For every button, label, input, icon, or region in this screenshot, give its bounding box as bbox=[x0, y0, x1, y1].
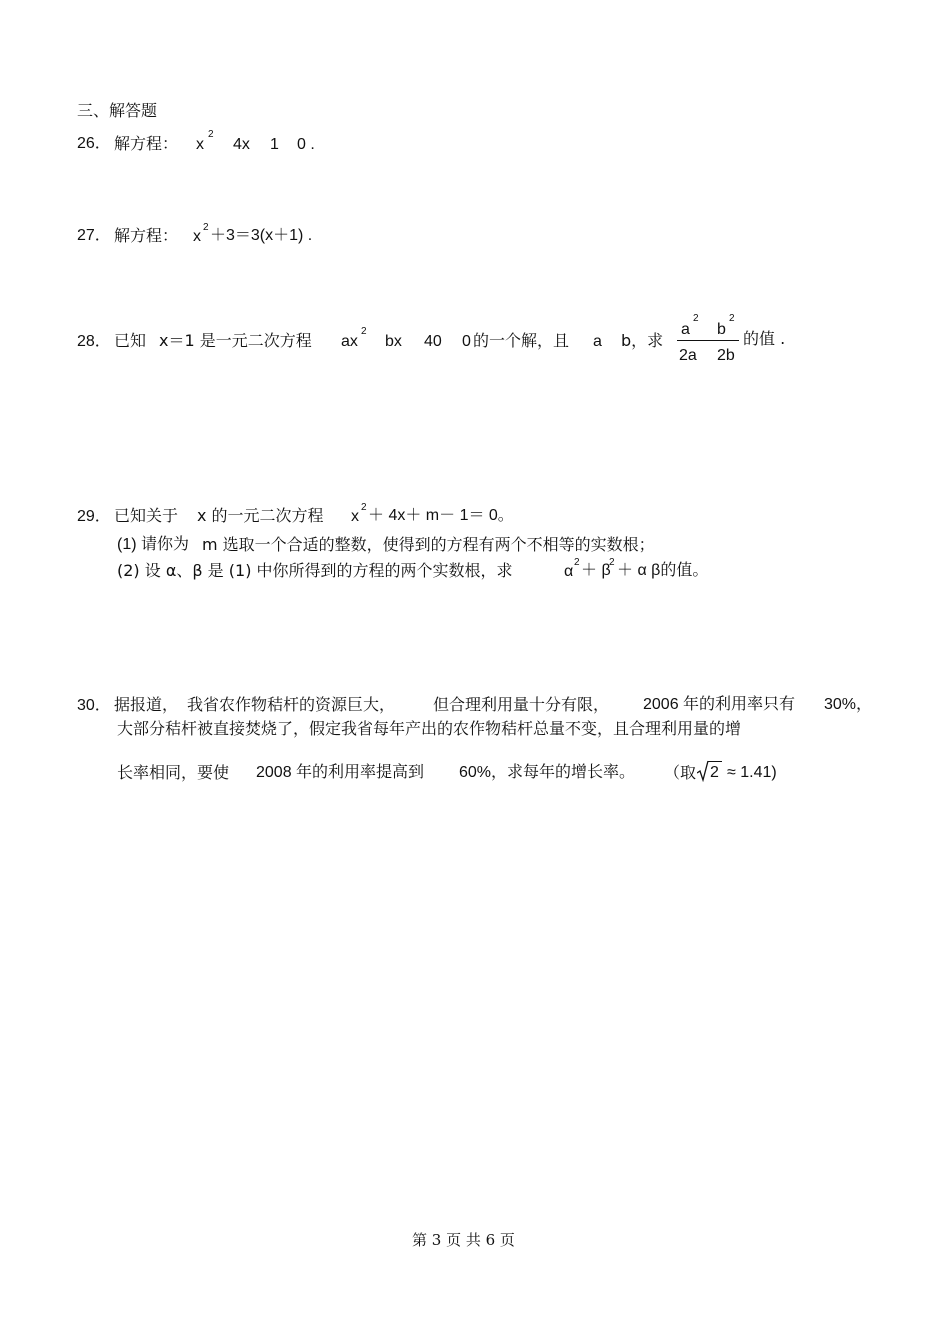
question-text: b，求 bbox=[621, 331, 664, 350]
question-text: 的一个解，且 bbox=[473, 331, 570, 350]
alpha-symbol: α bbox=[564, 563, 574, 580]
question-text-line-2: 大部分秸杆被直接焚烧了，假定我省每年产出的农作物秸杆总量不变，且合理利用量的增 bbox=[117, 719, 742, 738]
equation-term: 4x bbox=[233, 136, 250, 153]
question-text: 但合理利用量十分有限， bbox=[433, 695, 610, 714]
equation-variable: x bbox=[193, 228, 201, 245]
question-text: 2006 年的利用率只有 bbox=[643, 696, 796, 713]
question-text: 已知关于 bbox=[114, 506, 179, 525]
question-number: 29． bbox=[77, 508, 111, 525]
exponent: 2 bbox=[693, 313, 699, 324]
fraction-denominator-a: 2a bbox=[679, 347, 697, 364]
sqrt-overline bbox=[708, 761, 722, 762]
equation-rest: ＋3＝3(x＋1) . bbox=[210, 227, 313, 244]
equation-term: bx bbox=[385, 333, 402, 350]
equation-variable: x bbox=[196, 136, 204, 153]
hint-paren-open: （取 bbox=[664, 763, 697, 782]
question-text: 的值 . bbox=[743, 329, 786, 348]
question-text: ＋ α β的值。 bbox=[617, 562, 709, 579]
exponent: 2 bbox=[208, 129, 214, 140]
exponent: 2 bbox=[609, 557, 615, 568]
section-title: 三、解答题 bbox=[77, 101, 158, 120]
equation-term: 40 bbox=[424, 333, 442, 350]
equation-term: 1 bbox=[270, 136, 279, 153]
question-text: 长率相同，要使 bbox=[117, 763, 230, 782]
question-text: x＝1 是一元二次方程 bbox=[159, 331, 312, 350]
plus-beta: ＋ β bbox=[581, 562, 611, 579]
fraction-denominator-b: 2b bbox=[717, 347, 735, 364]
sqrt-radicand: 2 bbox=[710, 764, 719, 781]
question-number: 28． bbox=[77, 333, 111, 350]
fraction-numerator-a: a bbox=[681, 321, 690, 338]
hint-approx: ≈ 1.41) bbox=[727, 764, 777, 781]
question-number: 26． bbox=[77, 135, 111, 152]
variable-a: a bbox=[593, 333, 602, 350]
question-text: x 的一元二次方程 bbox=[197, 506, 324, 525]
page-footer: 第 3 页 共 6 页 bbox=[412, 1231, 515, 1249]
exponent: 2 bbox=[574, 557, 580, 568]
sub-question-2-text: (2) 设 α、β 是 (1) 中你所得到的方程的两个实数根，求 bbox=[117, 561, 513, 580]
fraction bbox=[677, 314, 739, 364]
question-number: 30． bbox=[77, 697, 111, 714]
question-text: 30%， bbox=[824, 696, 873, 713]
fraction-bar bbox=[677, 340, 739, 341]
equation-term: 0 . bbox=[297, 136, 315, 153]
sub-question-1-label: (1) 请你为 bbox=[117, 536, 190, 553]
equation-variable: x bbox=[351, 508, 359, 525]
exponent: 2 bbox=[361, 502, 367, 513]
question-number: 27． bbox=[77, 227, 111, 244]
question-text: 我省农作物秸杆的资源巨大， bbox=[187, 695, 396, 714]
question-prefix: 解方程： bbox=[114, 226, 179, 245]
question-prefix: 解方程： bbox=[114, 134, 179, 153]
question-text: 已知 bbox=[114, 331, 147, 350]
equation-rest: ＋ 4x＋ m－ 1＝ 0。 bbox=[368, 507, 514, 524]
equation-term: ax bbox=[341, 333, 358, 350]
fraction-numerator-b: b bbox=[717, 321, 726, 338]
question-text: 据报道， bbox=[114, 695, 179, 714]
exponent: 2 bbox=[729, 313, 735, 324]
question-text: 2008 年的利用率提高到 bbox=[256, 764, 425, 781]
sub-question-1-text: m 选取一个合适的整数，使得到的方程有两个不相等的实数根； bbox=[202, 535, 655, 554]
exponent: 2 bbox=[203, 222, 209, 233]
exponent: 2 bbox=[361, 326, 367, 337]
equation-term: 0 bbox=[462, 333, 471, 350]
question-text: 60%，求每年的增长率。 bbox=[459, 764, 636, 781]
sqrt-icon bbox=[697, 760, 709, 782]
